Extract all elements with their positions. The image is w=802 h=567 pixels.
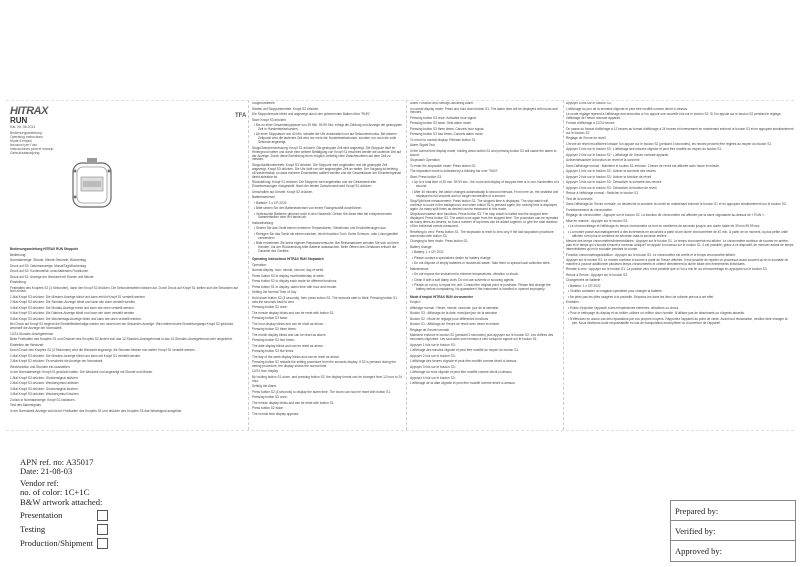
text-line: Alarm Function and Setting/Cancelling Alarm (410, 102, 474, 105)
text-line: Changing to time mode: Press button S2. (410, 239, 469, 244)
text-line: • Ne jetez pas les piles usagées à la poubelle. Déposez-les dans les lieux de collecte prévus à cet effet. (568, 294, 714, 299)
fold-line-3 (563, 100, 564, 430)
text-line: Instandhaltung: (252, 220, 274, 225)
model-name: RUN (10, 116, 28, 125)
panel-2 (252, 102, 402, 425)
text-line: Beim Festhalten des Knopfes S1 und Drücken des Knopfes S2 ändert sich das 12-Stunden-Anzeigeformat in das 24-Stunden-Anzeigeformat oder umgekehrt. (10, 337, 233, 342)
text-line: Format d'affichage à 12/24 heures (566, 121, 615, 126)
language-item: Mode d'emploi (10, 139, 32, 143)
text-line: The normal time display appears. (252, 411, 300, 416)
text-line: The month display blinks and can be reset as above. (252, 332, 327, 337)
text-line: • Do not expose the instrument to extreme temperatures, vibration or shock. (412, 272, 519, 277)
text-line: • Veuillez contacter un magasin spécialisé pour changer la batterie. (568, 289, 663, 294)
text-line: The hour display blinks and can be reset as above. (252, 321, 324, 326)
text-line: 12/24 hour display (252, 369, 279, 374)
text-line: Appuyer 3 fois sur le bouton S3 : (410, 364, 457, 369)
text-line: Maintenance: (410, 266, 430, 271)
text-line: Pressing button S3 five times: (252, 349, 295, 353)
text-line: L'heure de réveil est affichée lorsque l'on appuie sur le bouton S2 (pendant 3 secondes), les heures peuvent être réglées au moyen du bouton S1. (566, 141, 773, 146)
brand-logo-text: HITRAX (10, 105, 58, 117)
text-line: Appuyer 1 fois sur le bouton S3 : L'affichage des minutes clignote et peut être modifié au moyen du bouton S1. (566, 147, 723, 152)
text-line: • Evitez d'exposer l'appareil à des températures extrêmes, vibrations ou chocs. (568, 305, 680, 310)
text-line: Operation: (252, 262, 267, 267)
language-item: Bedienungsanleitung (10, 131, 42, 135)
text-line: • Setzen Sie das Gerät keinen extremen Temperaturen, Vibrationen und Erschütterungen aus. (254, 226, 387, 231)
text-line: Remise à zéro : Appuyer sur le bouton S1. La position zéro n'est possible que si l'on a mis fin au chronométrage en appuyant sur le bouton S3. (566, 267, 768, 272)
text-line: Retour à l'affichage normal : Relâcher le bouton S1. (566, 191, 640, 196)
text-line: • Up to a total time of 39 min. 59.99 sec., the count and display of stopped time is in one-hundredths of a second. (412, 180, 560, 189)
text-line: Le mode réglage reprend à l'affichage des secondes si l'on appuie une nouvelle fois sur le bouton S2. Si l'on appuie sur le bouton S2 pendant le réglage, l'affichage de l'heure normale apparaît. (566, 112, 782, 120)
language-item: Istruzioni per l'uso (10, 143, 38, 147)
text-line: Changement de batterie : (566, 278, 602, 283)
apn-ref: APN ref. no: A35017 (20, 457, 94, 467)
text-line: • Le chronométrage et l'affichage du temps chronométré se font en centièmes de seconde jusqu'à une durée totale de 39 min 59,99 sec. (568, 224, 761, 229)
text-line: Setting the Alarm (252, 384, 277, 389)
text-line: Appuyer 4 fois sur le bouton S3 : Désactiver la fonction de réveil (566, 185, 657, 190)
text-line: Druck auf S1: Anzeige der Weckzeit mit Stunde und Minute (10, 274, 94, 279)
text-line: • Please contact a specialized dealer for battery change. (412, 255, 492, 260)
text-line: Activer/désactiver la fonction de réveil et la sonnerie (566, 158, 640, 163)
text-line: Druck auf S2: Kontinuierlich umschaltendes Funktionen (10, 269, 89, 273)
text-line: 3.Mal Knopf S3 drücken: Die Monats-Anzeige blinkt und kann wie oben verstellt werden. (10, 305, 135, 310)
text-line: To enter the stopwatch mode: Press button S2. (410, 163, 477, 168)
text-line: Pressing button S3 three times: Cancels hour signal. (410, 126, 485, 131)
text-line: • Bis zu einer Gesamtstoppdauer von 39 Min. 59,99 Sec. erfolgt die Zählung und Anzeige der gestoppten Zeit in Hundertstelsekunden. (254, 123, 402, 131)
text-line: Einstellen der Weckzeit: (10, 342, 44, 347)
text-line: 2.Mal Knopf S2 drücken: Es erscheint die Anzeige der Normalzeit. (10, 359, 104, 364)
check-label-production: Production/Shipment (20, 538, 94, 548)
text-line: Appuyer sur le bouton S3. Le montre continue à tourner à partir de l'heure affichée. Il est possible de répéter ce processus aussi souvent qu'on le souhaite de manière à pouvoir additionner plusieurs temps chronométrés et obtenir directement la durée totale des événements individuels. (566, 258, 789, 266)
text-line: Réglage de l'heure de réveil (566, 136, 606, 141)
article-number: Kat. Nr. 38.2014 (10, 125, 36, 129)
text-line: 1.Mal Knopf S3 drücken: Die Minuten-Anzeige blinkt und kann mit Knopf S1 verstellt werden. (10, 353, 141, 358)
text-line: Appuyer 5 fois sur le bouton S3 : (566, 102, 613, 105)
top-fold-line (6, 100, 794, 101)
text-line: L'affichage des heures clignote et peut être modifié comme décrit ci-dessus. (410, 359, 518, 364)
text-line: Fonction chronométrage/addition : Appuyer sur le bouton S3. Le chronomètre est arrêté et le temps chronométré affiché. (566, 252, 736, 257)
text-line: Pressing button S3 twice: (252, 316, 288, 320)
text-line: Dans l'affichage normal : Maintenir le bouton S1 enfoncé. L'heure de réveil est affichée avec heure et minute. (566, 163, 720, 168)
text-line: The stopwatch mode is indicated by a blinking bar over "RUN". (410, 169, 499, 174)
text-line: • Reinigen Sie das Gerät mit einem weichen, leicht feuchten Tuch. Keine Scheuer- oder Lösungsmittel verwenden! (254, 231, 398, 240)
text-line: • Batterie: 1 x CR 2032 (254, 200, 287, 205)
language-item: Instrucciones para el manejo (10, 147, 54, 151)
text-line: Stop/Split time measurement: Press button S1. The stopped time is displayed. The stop watch will continue to count in the background, and when button S1 is pressed again, the running time is displayed again. As many split times as desired can be measured in this mode. (410, 199, 557, 211)
text-line: Entretien : (566, 300, 581, 305)
text-line: Starten auf Stoppuhrbetrieb: Knopf S2 drücken. (252, 106, 320, 111)
text-line: Appuyer 4 fois sur le bouton S3 : (410, 375, 457, 380)
text-line: In der Normalzeit-Anzeige wird durch Festhalten des Knopfes S1 und drücken des Knopfes S3 das Wecksignal ausgelöst. (10, 408, 182, 413)
text-line: Umschalten auf Uhrzeit: Knopf S2 drücken. (252, 189, 314, 194)
text-line: Press button S2 (3 seconds) to display the alarm time. The hours can now be reset with button S1. (252, 389, 391, 394)
prepared-by[interactable]: Prepared by: (671, 501, 795, 521)
text-line: • N'effectuez en aucun cas des réparations par vos propres moyens. Rapportez l'appareil au point de vente. Avant tout réclamation, veuillez faire changer la pile. Nous déclinons toute responsabilité en cas de manipulation incomplétée ou d'ouverture de l'appareil. (568, 316, 788, 325)
text-line: Hold down button S2 (3 seconds), then press button S2. The seconds start to blink. Pressing button S1 sets the seconds back to zero. (252, 295, 398, 304)
text-line: Setting the Normal Time of Day (252, 290, 297, 295)
text-line: Retour à l'heure : Appuyer sur le bouton S2. (566, 272, 628, 277)
text-line: Stop/accumulative time functions: Press button S3. The stop watch is halted and the stopped time displayed. Press button S3. The watch runs again from the stopped time. The procedure can be repeated as many times as desired, so that a number of lap times can be added together, to give the total duration of the individual events measured. (410, 212, 559, 229)
text-line: Zurück in Normalanzeige: Knopf S1 loslassen. (10, 397, 76, 402)
text-line: Festhalten des Knopfes S2 (3 Sekunden), dann den Knopf S2 drücken. Die Sekundenstellen blinken auf. Durch Druck auf Knopf S1 stellen sich die Sekunden auf Null zurück. (10, 285, 239, 294)
text-line: By holding button S1 down, and pressing button S2, the display format can be changed from 12 hour to 24 hour. (252, 374, 402, 383)
text-line: Appuyer 1 fois sur le bouton S3 : Activer la sonnerie des heures (566, 169, 656, 174)
text-line: • Batterie: 1 x CR 2032 (568, 283, 601, 288)
text-line: Maintenir enfoncé le bouton S2 (pendant 3 secondes) puis appuyer sur le bouton S2. Les chiffres des secondes clignotent. Les secondes sont remises à zéro lorsqu'on appuie sur le bouton S1. (410, 333, 554, 342)
text-line: • Verbrauchte Batterien gehören nicht in den Hausmüll. Geben Sie diese bitte bei entsprechenden Sammelstellen oder im Handel ab. (254, 211, 392, 220)
text-line: 1.Mal Knopf S3 drücken: Glockensignal aktiviert (10, 375, 78, 380)
text-line: Pressing button S3 once: Activates hour signal. (410, 115, 477, 120)
fold-line-2 (406, 100, 407, 430)
text-line: L'affichage de la date clignote et peut être modifié comme décrit ci-dessus. (410, 381, 516, 386)
text-line: • Battery: 1 x CR 2032 (412, 250, 444, 255)
text-line: In normal display mode: Press and hold down button S1. The alarm time will be displayed with hours and minutes. (410, 106, 558, 115)
text-line: Pressing button S3 once: (252, 305, 288, 309)
text-line: L'affichage des minutes clignote et peut être modifié au moyen du bouton S1. (410, 348, 519, 353)
text-line: Appuyer 2 fois sur le bouton S2 : L'affichage de l'heure normale apparaît. (566, 152, 670, 157)
text-line: Alarm Signal Test (410, 143, 435, 148)
text-line: The day of the week display blinks and can be reset as above. (252, 354, 340, 359)
presentation-checkbox[interactable] (97, 510, 108, 521)
production-checkbox[interactable] (97, 538, 108, 549)
check-label-testing: Testing (20, 524, 46, 534)
text-line: Press button S2 twice: (252, 406, 284, 411)
text-line: Pressing button S3 four times: (252, 338, 295, 342)
text-line: • Bitte entnehmen Sie keine eigenen Reparaturversuche. Bei Reklamationen wenden Sie sich an Ihren Händler. Vor der Rücksendung bitte Batterie austauschen. Beim Öffnen des Gehäuses erlischt die Garantie des Gerätes. (254, 241, 399, 254)
text-line: Resetting to zero: Press button S1. The stopwatch is reset to zero only if the last stopwatch procedure was ended with button S3. (410, 229, 554, 238)
german-instructions (10, 246, 240, 426)
text-line: In the normal time display mode, holding down button S1 and pressing button S3 will cause the alarm to sound. (410, 148, 557, 157)
text-line: Emploi: (410, 300, 421, 305)
text-line: • Do not dispose of empty batteries in household waste. Take them to special local collection sites. (412, 261, 551, 266)
check-label-presentation: Presentation (20, 510, 63, 520)
text-line: Einstellung: (10, 280, 27, 284)
text-line: Bouton S1 : Affichage de l'heure de réveil avec heure et minute. (410, 322, 500, 327)
french-title: Mode d'emploi HITRAX RUN chronomètre (410, 294, 474, 299)
text-line: Mise en marche : Appuyer sur le bouton S3. (566, 218, 629, 223)
panel-3 (410, 102, 560, 425)
text-line: 2.Mal Knopf S3 drücken: Weckersymbol aktiviert (10, 381, 79, 386)
text-line: Mesure des temps chronométrés/intermédiaires : Appuyer sur le bouton S1. Le temps chronométré est affiché. Le chronomètre continue de tourner en arrière-plan et le temps qui s'écoule s'inscrit à nouveau lorsque l'on appuie à nouveau sur le bouton S1. Il est possible, grâce à ce dispositif, de mesurer autant de temps intermédiaires qu'on le souhaite pendant la course. (566, 239, 794, 252)
text-line: 3.Mal Knopf S3 drücken: Glockensignal löschen. (10, 386, 79, 391)
language-item: Operating instructions (10, 135, 43, 139)
testing-checkbox[interactable] (97, 524, 108, 535)
text-line: Fonctionnement du chronomètre (566, 207, 613, 212)
text-line: On passe du format d'affichage à 12 heures au format d'affichage à 24 heures et inversement en maintenant enfoncé le bouton S1 et en appuyant simultanément sur le bouton S2. (566, 126, 794, 135)
text-line: 4.Mal Knopf S3 drücken: Weckersymbol löschen. (10, 392, 80, 397)
fold-line-1 (248, 100, 249, 430)
text-line: Weckfunktion und Stunden ein-/ausstellen: (10, 364, 71, 369)
text-line: 2.Mal Knopf S3 drücken: Die Stunden-Anzeige blinkt und kann wie oben verstellt werden. (10, 300, 136, 305)
signature-box (670, 500, 796, 562)
text-line: Stopp/Additionsbetrieb: Knopf S3 drücken. Die Stoppuhr wird angehalten und die gestoppte Zeit angezeigt. Knopf S3 drücken. Die Uhr läuft von der angezeigten Zeit an weiter. Der Vorgang ist beliebig oft wiederholbar, so dass mehrere Einzelzeiten addiert werden und die Gesamtdauer der Einzelereignisse direkt ablesbar ist. (252, 162, 402, 179)
date: Date: 21-08-03 (20, 466, 73, 476)
approved-by[interactable]: Approved by: (675, 546, 722, 556)
text-line: Start: Knopf S3 drücken. (252, 117, 287, 122)
text-line: Appuyer 2 fois sur le bouton S3 : (410, 353, 457, 358)
text-line: Normal display: hour, minute, second, day of week. (252, 268, 325, 273)
text-line: • Bitte setzen Sie den Batteriewechsel von einem Fachgeschäft durchführen. (254, 206, 363, 211)
text-line: 12/24-Stunden-Anzeigeformat: (10, 331, 54, 336)
text-line: Start: Press button S3. (410, 174, 443, 179)
text-line: Stoppuhrbetrieb (252, 102, 275, 105)
panel-4 (566, 102, 794, 425)
colour-count: no. of color: 1C+1C (20, 487, 90, 497)
text-line: • Clean it with a soft damp cloth. Do not use solvents or scouring agents. (412, 277, 515, 282)
text-line: • Ab einer Stoppdauer von 40 Min. schaltet die Uhr automatisch um auf Sekundenmodus. Bei diesem Zeitpunkt wird die laufende Zeit wird nur mehr die Hundertstelsekunde, sondern nur noch die volle Sekunde angezeigt. (254, 132, 397, 145)
text-line: • Please do not try to repair the unit. Contact the original point of purchase. Please first change the battery before complaining. No guarantee if the instrument is handled or opened improperly. (412, 283, 551, 291)
german-title: Bedienungsanleitung HITRAX RUN Stoppuhr (10, 247, 78, 251)
text-line: Affichage normal : Heure, minute, seconde, jour de la semaine. (410, 305, 500, 310)
text-line: • Pour le nettoyage du display et du boîtier, utilisez un chiffon doux humide. N'utilisez pas de dissolvants ou d'agents abrasifs. (568, 311, 745, 316)
text-line: Battery change: (410, 244, 433, 249)
bw-artwork: B&W artwork attached: (20, 497, 103, 507)
text-line: Bouton S2 : Mode de réglage pour différentes fonctions (410, 316, 489, 321)
text-line: Pressing button S3 once: (252, 395, 288, 400)
text-line: Pressing button S3 twice: Sets alarm mode. (410, 121, 472, 126)
text-line: The date display blinks and can be reset as above. (252, 343, 324, 348)
text-line: Bei Druck auf Knopf S2 beginnt die Einstellfestlenhalige wieder von neuem bei der Sekunden-Anzeige. Wird während des Einstellvorgangs Knopf S2 gedrückt, wechselt die Anzeige der Normalzeit. (10, 322, 234, 331)
vendor-ref: Vendor ref: (20, 478, 59, 488)
text-line: Rückstellung: Knopf S1 drücken. Die Stoppuhr wird angehalten und die Gesamtzeit aller Einzelmessungen rückgestellt. Nach der letzten Zwischenzeit wird Knopf S1 drücken (252, 180, 377, 189)
text-line: Bouton S3 : Affichage de la date, mois/jour/jour de la semaine (410, 311, 498, 316)
hitrax-logo (10, 105, 58, 129)
tfa-logo: TFA (235, 113, 247, 119)
text-line: Druck auf S3: Datumsanzeige: Monat/Tag/Wochentag (10, 263, 86, 268)
text-line: Die Stoppuhrmode blinkt und angezeigt durch den pulsierenden Balken über "RUN". (252, 112, 371, 116)
text-line: Dans l'affichage de l'heure normale, on déclenche la sonnerie du réveil en maintenant enfoncé le bouton S1 et en appuyant simultanément sur le bouton S3. (566, 202, 787, 207)
english-title: Operating instructions HITRAX RUN Stopwatch (252, 257, 324, 262)
bottom-fold-line (6, 430, 794, 431)
text-line: The minute display blinks and can be reset with button S1. (252, 310, 335, 315)
text-line: Test des Alarmsignals: (10, 403, 42, 408)
text-line: Bedienung: (10, 252, 27, 257)
text-line: Stopwatch Operation (410, 158, 440, 163)
text-line: Pressing button S3 four times: Cancels alarm mode. (410, 132, 484, 137)
text-line: Press button S2 to display each mode for different functions. (252, 279, 338, 284)
text-line: Pressing button S3 three times: (252, 327, 297, 331)
text-line: Réglage du chronomètre : Appuyer sur le bouton S2. La fonction de chronomètre est affichée par la barre clignotante au-dessus de « RUN ». (566, 213, 765, 218)
language-list (10, 131, 53, 155)
text-line: 4.Mal Knopf S3 drücken: Die Datums-Anzeige blinkt und kann wie oben verstellt werden. (10, 311, 136, 316)
text-line: Durch Druck des Knopfes S2 (3 Sekunden) wird die Weckzeit angezeigt, die Stunden blinken nun weiter. Knopf S1 verstellt werden. (10, 348, 196, 353)
text-line: To return to normal display: Release button S1. (410, 137, 477, 142)
text-line: • La montre passe automatiquement à des incréments en secondes à partir d'une durée chronométrée de 40 min. À partir de ce moment, la plus petite unité affichée n'est plus le centième de seconde mais la seconde entière. (568, 229, 788, 238)
text-line: Pressing button S2 restarts the setting procedure from the seconds display. If S2 is pressed during the setting procedure, the display shows the normal time. (252, 360, 396, 368)
text-line: In der Normalanzeige: Knopf S1 gedrückt halten. Die Weckzeit und angezeigt mit Stunde und Minute. (10, 370, 153, 375)
text-line: Appuyer 2 fois sur le bouton S3 : Activer la fonction de réveil (566, 174, 652, 179)
verified-by[interactable]: Verified by: (671, 521, 795, 541)
text-line: Normalanzeige: Stunde, Minute Sekunde, Wochentag (10, 258, 86, 262)
text-line: Press button S3 to display month/date/day of week. (252, 273, 325, 278)
text-line: Stopp/Zwischenmessung: Knopf S1 drücken. Die gestoppte Zeit wird angezeigt. Die Stoppuhr läuft im Hintergrund weiter und durch eine weitere Betätigung von Knopf S1 erscheint wieder die laufende Zeit auf der Anzeige. Durch diese Einrichtung ist es möglich, beliebig viele Zwischenzeiten auf dem Zeit zu messen. (252, 145, 402, 162)
text-line: 5.Mal Knopf S3 drücken: Die Wochentags-Anzeige blinkt und kann wie oben verstellt werden. (10, 316, 142, 321)
text-line: L'affichage du jour de la semaine clignote et peut être modifié comme décrit ci-dessus. (566, 106, 688, 111)
text-line: Appuyer 1 fois sur le bouton S3 : (410, 342, 457, 347)
stopwatch-icon (71, 157, 113, 209)
text-line: Test de la sonnerie (566, 196, 593, 201)
text-line: 1.Mal Knopf S3 drücken: Die Minuten-Anzeige blinkt und kann erhöht Knopf S1 verstellt werden. (10, 294, 146, 299)
text-line: • After 40 minutes, the watch changes automatically to second intervals. From here on, the smallest unit displayed is full seconds and no longer hundredths of a second. (412, 189, 559, 198)
text-line: Press button S1 to display: alarm time with hour and minute. (252, 284, 338, 289)
text-line: Réglage de l'heure normale (410, 327, 450, 332)
text-line: L'affichage du mois clignote et peut être modifié comme décrit ci-dessus (410, 370, 512, 375)
text-line: Batteriewechsel: (252, 195, 276, 200)
text-line: Appuyer 3 fois sur le bouton S3 : Désactiver la sonnerie des heures (566, 180, 662, 185)
text-line: The minute display blinks and can be reset with button S1. (252, 400, 335, 405)
language-item: Gebruiksaanwijzing (10, 151, 40, 155)
